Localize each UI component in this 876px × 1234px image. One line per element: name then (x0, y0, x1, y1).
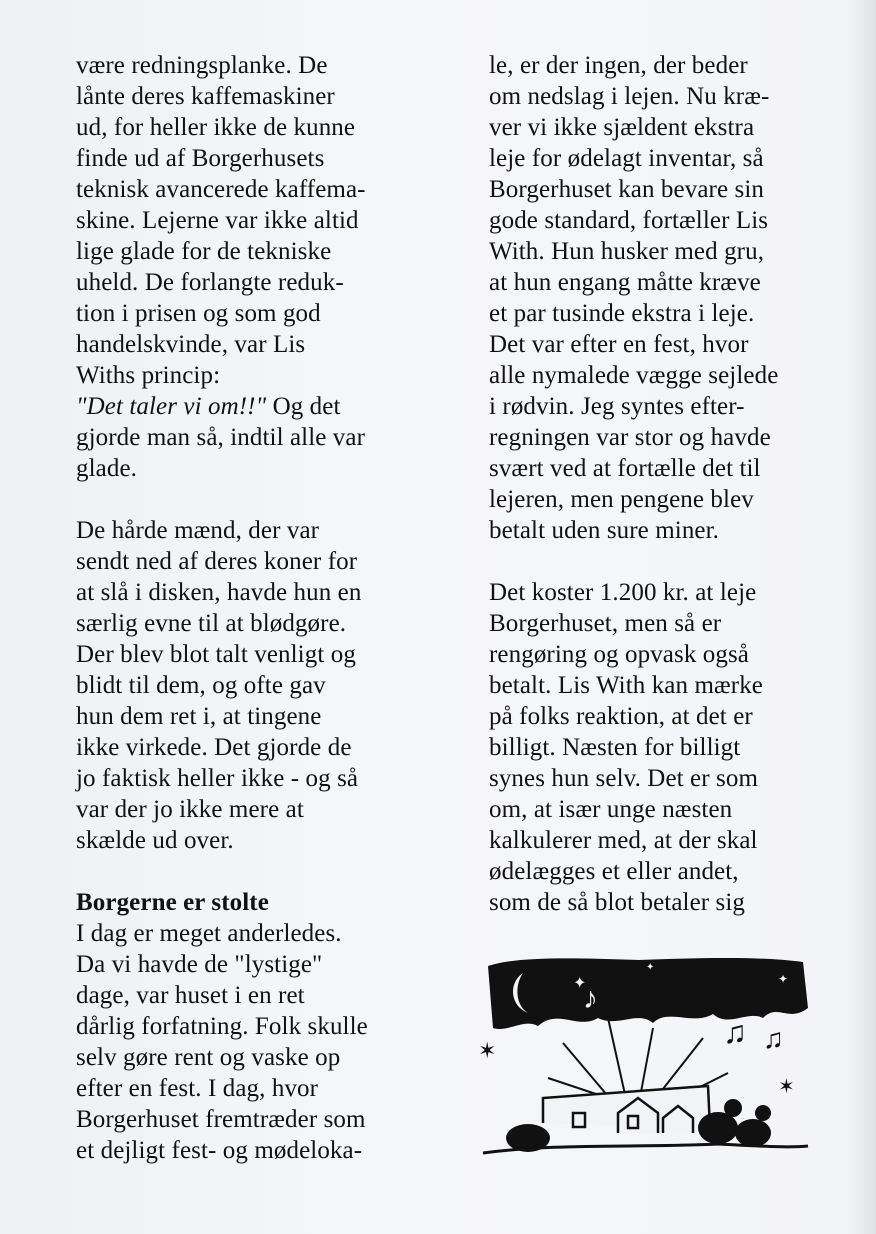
star-icon: ✦ (778, 972, 789, 986)
music-note-icon: ♪ (583, 982, 598, 1015)
text-line: være redningsplanke. De (76, 52, 328, 79)
house (543, 1086, 710, 1133)
text-line: om, at især unge næsten (489, 796, 733, 823)
paragraph-4 (489, 50, 839, 546)
text-line: gode standard, fortæller Lis (489, 207, 769, 234)
text-line: With. Hun husker med gru, (489, 238, 765, 265)
text-line: uheld. De forlangte reduk- (76, 269, 344, 296)
text-line: Withs princip: (76, 362, 221, 389)
text-line: lige glade for de tekniske (76, 238, 332, 265)
text-line: Det var efter en fest, hvor (489, 331, 749, 358)
star-icon: ✶ (778, 1076, 795, 1098)
paragraph-5 (489, 577, 839, 918)
text-line: blidt til dem, og ofte gav (76, 672, 326, 699)
text-line: Borgerhuset, men så er (489, 610, 722, 637)
text-line: synes hun selv. Det er som (489, 765, 758, 792)
text-line: lejeren, men pengene blev (489, 486, 754, 513)
text-line: svært ved at fortælle det til (489, 455, 761, 482)
text-line: le, er der ingen, der beder (489, 52, 748, 79)
text-line: efter en fest. I dag, hvor (76, 1075, 319, 1102)
quote-rest: Og det (266, 393, 341, 420)
page-edge-shadow (846, 0, 876, 1234)
text-line: kalkulerer med, at der skal (489, 827, 758, 854)
text-line: ødelægges et eller andet, (489, 858, 739, 885)
text-line: lånte deres kaffemaskiner (76, 83, 335, 110)
text-line: finde ud af Borgerhusets (76, 145, 325, 172)
text-line: Der blev blot talt venligt og (76, 641, 356, 668)
star-icon: ✶ (478, 1038, 497, 1063)
text-line: De hårde mænd, der var (76, 517, 320, 544)
text-line: at slå i disken, havde hun en (76, 579, 362, 606)
section-heading: Borgerne er stolte (76, 889, 269, 916)
text-line: ud, for heller ikke de kunne (76, 114, 356, 141)
text-line: ikke virkede. Det gjorde de (76, 734, 352, 761)
text-line: Det koster 1.200 kr. at leje (489, 579, 757, 606)
right-column (489, 50, 839, 918)
text-line: på folks reaktion, at det er (489, 703, 753, 730)
text-line: selv gøre rent og vaske op (76, 1044, 341, 1071)
text-line: et par tusinde ekstra i leje. (489, 300, 755, 327)
text-line: betalt. Lis With kan mærke (489, 672, 763, 699)
text-line: Borgerhuset fremtræder som (76, 1106, 366, 1133)
text-line: skælde ud over. (76, 827, 234, 854)
text-line: regningen var stor og havde (489, 424, 771, 451)
text-line: teknisk avancerede kaffema- (76, 176, 366, 203)
text-line: handelskvinde, var Lis (76, 331, 306, 358)
music-note-icon: ♫ (723, 1014, 747, 1050)
paragraph-1 (76, 50, 426, 484)
text-line: hun dem ret i, at tingene (76, 703, 322, 730)
text-line: ver vi ikke sjældent ekstra (489, 114, 755, 141)
text-line: I dag er meget anderledes. (76, 920, 342, 947)
text-line: billigt. Næsten for billigt (489, 734, 741, 761)
text-line: dage, var huset i en ret (76, 982, 305, 1009)
text-line: om nedslag i lejen. Nu kræ- (489, 83, 770, 110)
text-line: jo faktisk heller ikke - og så (76, 765, 359, 792)
text-line: dårlig forfatning. Folk skulle (76, 1013, 368, 1040)
star-icon: ✦ (573, 975, 587, 992)
text-line: som de så blot betaler sig (489, 889, 746, 916)
paragraph-2 (76, 515, 426, 856)
text-line: skine. Lejerne var ikke altid (76, 207, 359, 234)
text-line: leje for ødelagt inventar, så (489, 145, 764, 172)
paragraph-3 (76, 918, 426, 1166)
text-line: et dejligt fest- og mødeloka- (76, 1137, 363, 1164)
text-line: særlig evne til at blødgøre. (76, 610, 347, 637)
text-line: gjorde man så, indtil alle var (76, 424, 366, 451)
quote-italic: "Det taler vi om!!" (76, 393, 267, 420)
text-line: Da vi havde de "lystige" (76, 951, 323, 978)
star-icon: ✦ (646, 962, 655, 973)
left-column (76, 50, 426, 1166)
text-line: at hun engang måtte kræve (489, 269, 761, 296)
party-house-drawing-icon (478, 948, 816, 1173)
text-line: var der jo ikke mere at (76, 796, 304, 823)
quote-line (76, 391, 426, 422)
music-note-icon: ♫ (763, 1024, 784, 1055)
text-line: sendt ned af deres koner for (76, 548, 358, 575)
text-line: tion i prisen og som god (76, 300, 321, 327)
text-line: Borgerhuset kan bevare sin (489, 176, 764, 203)
text-line: alle nymalede vægge sejlede (489, 362, 779, 389)
text-line: i rødvin. Jeg syntes efter- (489, 393, 745, 420)
text-line: glade. (76, 455, 137, 482)
text-line: rengøring og opvask også (489, 641, 749, 668)
text-line: betalt uden sure miner. (489, 517, 720, 544)
